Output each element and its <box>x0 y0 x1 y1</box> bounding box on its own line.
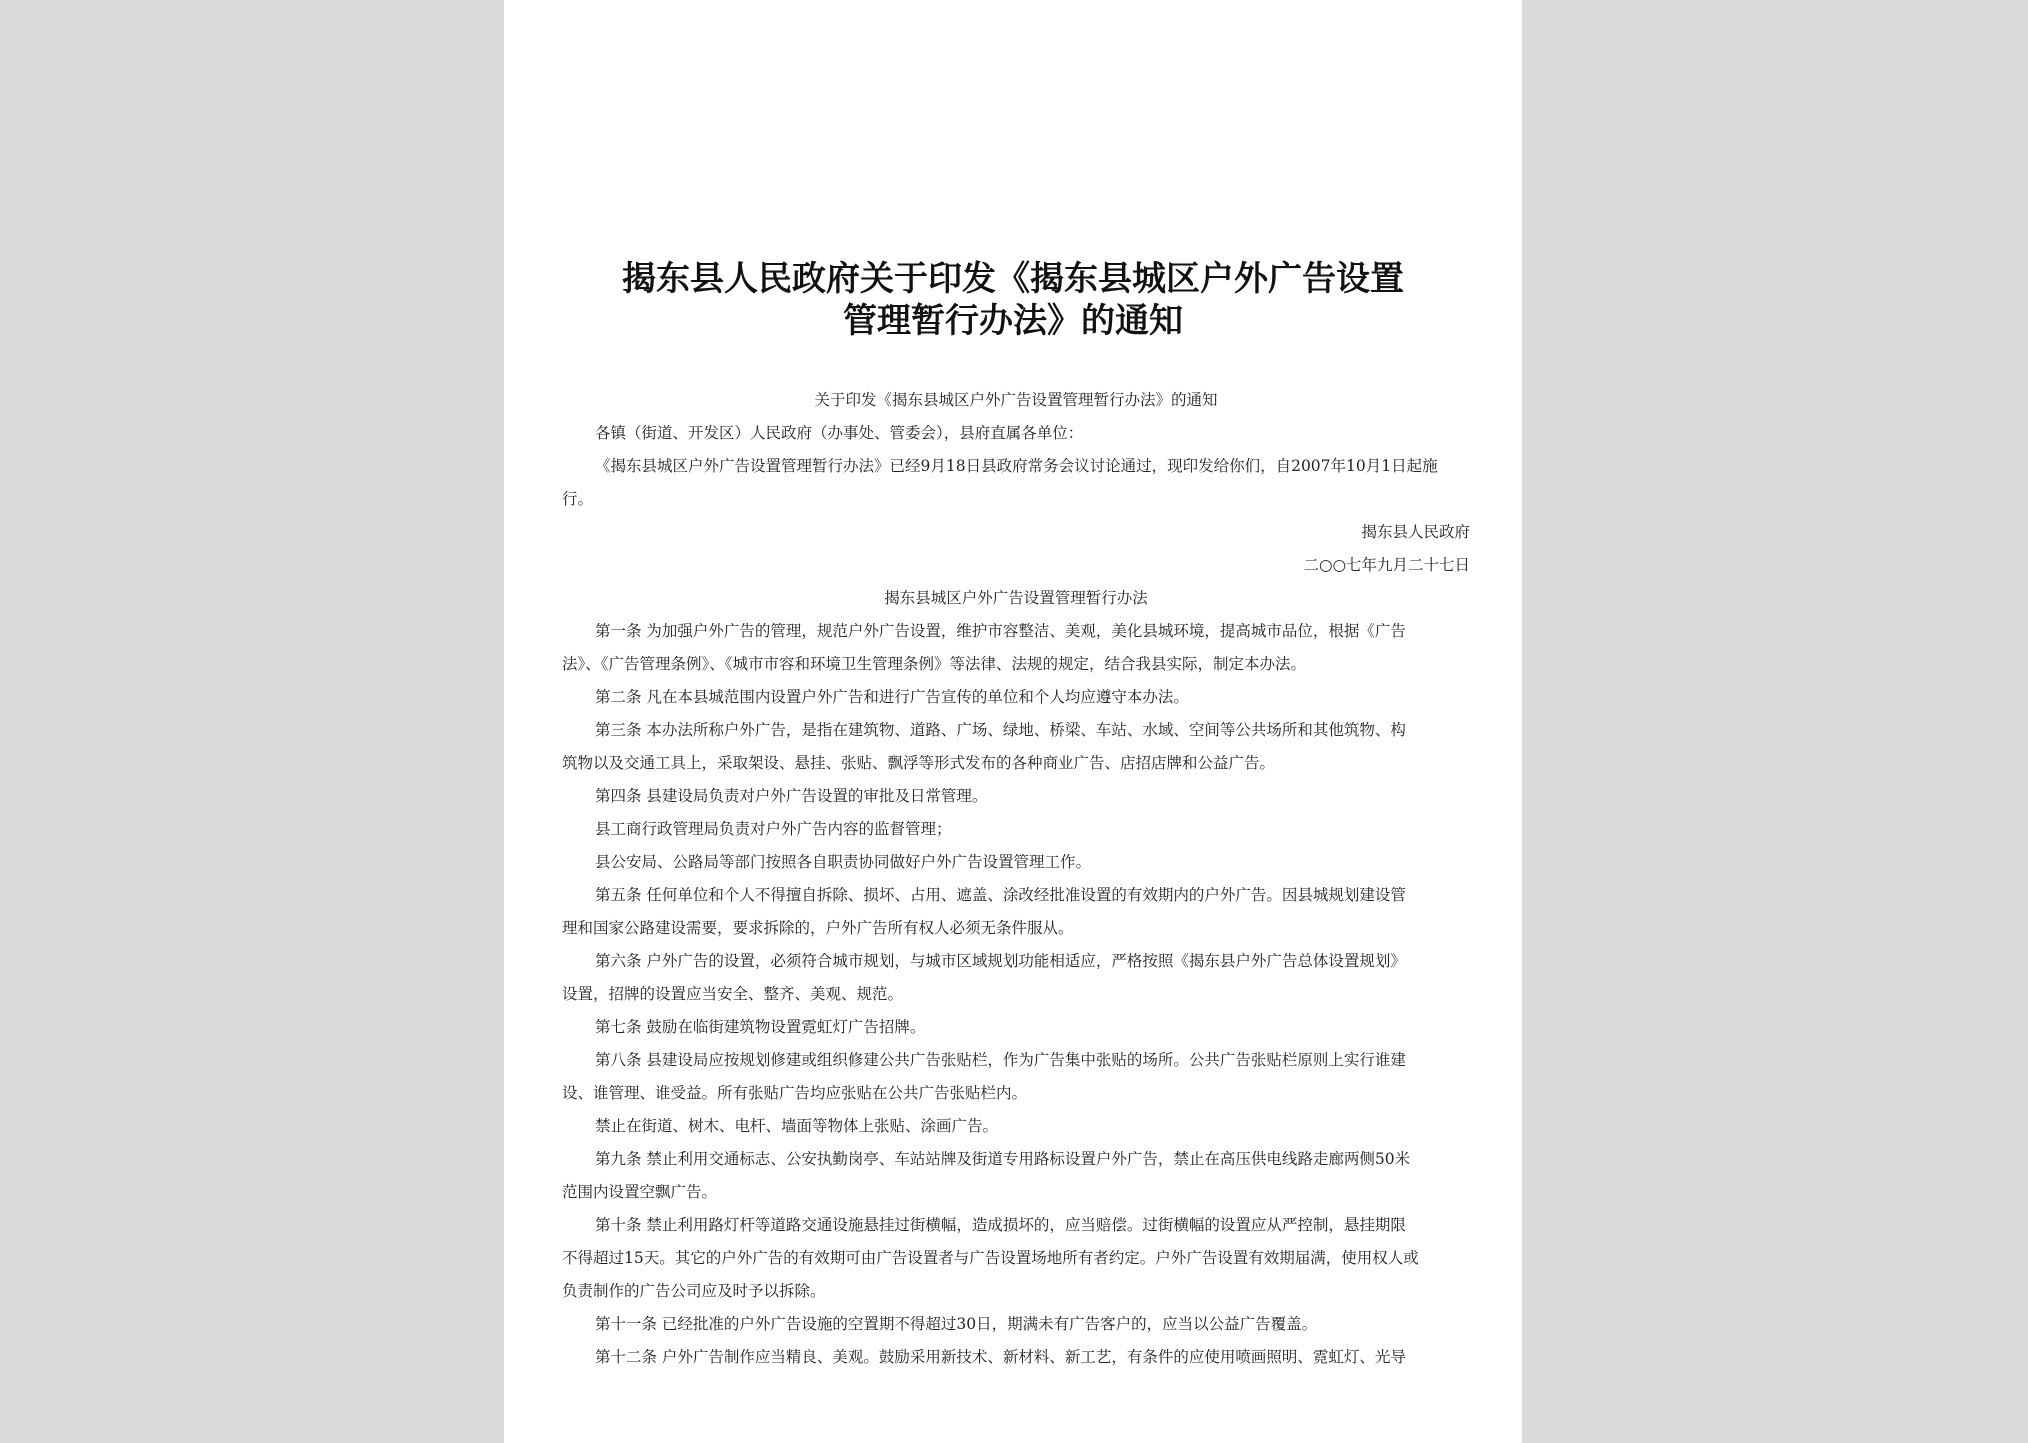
article-paragraph: 县工商行政管理局负责对户外广告内容的监督管理； <box>595 820 952 838</box>
signature-issuer: 揭东县人民政府 <box>1361 523 1470 541</box>
article-paragraph: 理和国家公路建设需要，要求拆除的，户外广告所有权人必须无条件服从。 <box>562 919 1074 937</box>
article-paragraph: 第二条 凡在本县城范围内设置户外广告和进行广告宣传的单位和个人均应遵守本办法。 <box>595 688 1189 706</box>
article-paragraph: 第十条 禁止利用路灯杆等道路交通设施悬挂过街横幅，造成损坏的，应当赔偿。过街横幅的设置应从严控制，悬挂期限 <box>595 1216 1406 1234</box>
article-paragraph: 负责制作的广告公司应及时予以拆除。 <box>562 1282 826 1300</box>
paragraph: 《揭东县城区户外广告设置管理暂行办法》已经9月18日县政府常务会议讨论通过，现印发给你们，自2007年10月1日起施 <box>595 457 1438 475</box>
article-paragraph: 县公安局、公路局等部门按照各自职责协同做好户外广告设置管理工作。 <box>595 853 1092 871</box>
article-paragraph: 范围内设置空飘广告。 <box>562 1183 718 1201</box>
title-line-1: 揭东县人民政府关于印发《揭东县城区户外广告设置 <box>622 259 1404 299</box>
article-paragraph: 设置，招牌的设置应当安全、整齐、美观、规范。 <box>562 985 904 1003</box>
article-paragraph: 第七条 鼓励在临街建筑物设置霓虹灯广告招牌。 <box>595 1018 926 1036</box>
regulation-heading: 揭东县城区户外广告设置管理暂行办法 <box>884 589 1148 607</box>
document-body <box>562 384 1470 1374</box>
article-paragraph: 筑物以及交通工具上，采取架设、悬挂、张贴、飘浮等形式发布的各种商业广告、店招店牌和公益广告。 <box>562 754 1276 772</box>
article-paragraph: 法》、《广告管理条例》、《城市市容和环境卫生管理条例》等法律、法规的规定，结合我县实际，制定本办法。 <box>562 655 1307 673</box>
article-paragraph: 第五条 任何单位和个人不得擅自拆除、损坏、占用、遮盖、涂改经批准设置的有效期内的户外广告。因县城规划建设管 <box>595 886 1406 904</box>
article-paragraph: 第三条 本办法所称户外广告，是指在建筑物、道路、广场、绿地、桥梁、车站、水域、空间等公共场所和其他筑物、构 <box>595 721 1406 739</box>
article-paragraph: 禁止在街道、树木、电杆、墙面等物体上张贴、涂画广告。 <box>595 1117 999 1135</box>
notice-heading: 关于印发《揭东县城区户外广告设置管理暂行办法》的通知 <box>814 391 1218 409</box>
addressee: 各镇（街道、开发区）人民政府（办事处、管委会），县府直属各单位： <box>595 424 1084 442</box>
article-paragraph: 第一条 为加强户外广告的管理，规范户外广告设置，维护市容整洁、美观，美化县城环境，提高城市品位，根据《广告 <box>595 622 1406 640</box>
document-page <box>504 0 1522 1443</box>
title-line-2: 管理暂行办法》的通知 <box>843 301 1183 341</box>
article-paragraph: 第十二条 户外广告制作应当精良、美观。鼓励采用新技术、新材料、新工艺，有条件的应使用喷画照明、霓虹灯、光导 <box>595 1348 1406 1366</box>
article-paragraph: 第四条 县建设局负责对户外广告设置的审批及日常管理。 <box>595 787 988 805</box>
article-paragraph: 第六条 户外广告的设置，必须符合城市规划，与城市区域规划功能相适应，严格按照《揭东县户外广告总体设置规划》 <box>595 952 1406 970</box>
article-paragraph: 第十一条 已经批准的户外广告设施的空置期不得超过30日，期满未有广告客户的，应当以公益广告覆盖。 <box>595 1315 1318 1333</box>
paragraph: 行。 <box>562 490 594 508</box>
article-paragraph: 不得超过15天。其它的户外广告的有效期可由广告设置者与广告设置场地所有者约定。户外广告设置有效期届满，使用权人或 <box>562 1249 1419 1267</box>
signature-date: 二○○七年九月二十七日 <box>1303 556 1470 574</box>
article-paragraph: 设、谁管理、谁受益。所有张贴广告均应张贴在公共广告张贴栏内。 <box>562 1084 1028 1102</box>
document-title <box>564 258 1462 342</box>
article-paragraph: 第八条 县建设局应按规划修建或组织修建公共广告张贴栏，作为广告集中张贴的场所。公共广告张贴栏原则上实行谁建 <box>595 1051 1406 1069</box>
article-paragraph: 第九条 禁止利用交通标志、公安执勤岗亭、车站站牌及街道专用路标设置户外广告，禁止在高压供电线路走廊两侧50米 <box>595 1150 1411 1168</box>
